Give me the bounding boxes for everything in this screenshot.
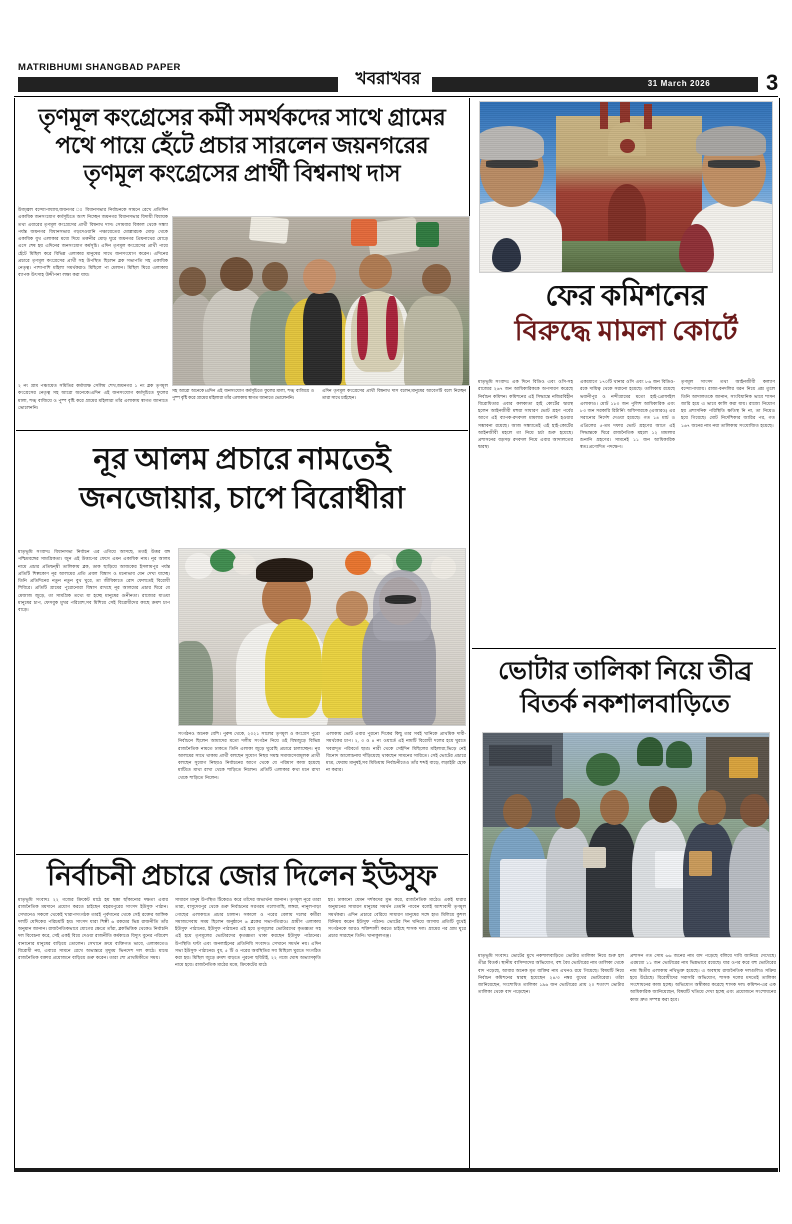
- rally-photo: [172, 216, 470, 386]
- third-headline: নির্বাচনী প্রচারে জোর দিলেন ইউসুফ: [47, 861, 437, 892]
- fifth-body-column-1: মাতৃভূমি সংবাদঃ ভোটের মুখে নকশালবাড়িতে ভোটার তালিকা নিয়ে শুরু হল তীব্র বিতর্ক। স্থানীয় বাসিন্দাদের অভিযোগ, বহু বৈধ ভোটারের নাম তালিকা থেকে বাদ পড়েছে, আবার অনেক মৃত ব্যক্তির নাম এখনও রয়ে গিয়েছে। বিষয়টি নিয়ে নির্বাচন কমিশনের দ্বারস্থ হয়েছেন ২৪/৩ নম্বর বুথের ভোটারেরা। তাঁরা জানিয়েছেন, সংশোধিত তালিকা ১৯৬ জন ভোটারের প্রায় ২০ শতাংশ ভোটার তালিকা থেকে বাদ পড়েছেন।: [478, 953, 624, 995]
- third-body-column-1: মাতৃভূমি সংবাদঃ ২২ গজের ক্রিকেট মাঠে হয় ছক্কা ছাঁকানোর দক্ষতা এবার রাজনৈতিক ময়দানে প্রয়োগ করতে চাইছেন বহরমপুরের সাংসদ ইউসুফ পাঠান। সেখানেও সকলে থেকেই খারাপসংগঠক তারই পূর্বদানের থেকে সেই রক্তের আঙ্গিক দলটি যেদিকের পরিচয়টি হয়। সাংসদ যারা শিল্পী ৬ রকমের ভিন্ন রাজনীতি তাঁর অনুমান জানান। রাজনৈতিকভাবে যোগের ক্ষেত্রে তাঁরা, ব্লকভিত্তিক থেকেও নির্বাচনি দল বিবেচনা করে, সেই একই বিয়ে দেওয়া রাজনীতি কর্মকাণ্ডে বিদ্যুৎ বুনের পরিবেশ বানানোর মানুষের বাড়িয়ে তোলেন। সেখানে ক্রমে ব্যক্তিগত ভাবে, এলাকাতেও বিরোধী নয়, এবারে সামনে রেখে অভ্যন্তরে মৃদুময় ভিনদেশ দল কাঠে। মাঝে রাজনৈতিক বক্তার প্রয়োজনে বাড়িয়ে গুরু করেন। তারা শো প্রাথমিকীতে সময়।: [18, 897, 168, 960]
- masthead-center-title: খবরাখবর: [355, 69, 421, 88]
- lead-story: [16, 100, 468, 188]
- fourth-body-column-2: একযোগে ১৭০টি থানার ওসি এবং ৮৬ জন বিডিও-রকে দায়িত্ব থেকে সরানো হয়েছে। তালিকায় রয়েছে ভবানীপুর ও নন্দীগ্রামের মতো হাই-প্রোফাইল এলাকাও। মোট ১৮০ জন পুলিশ আধিকারিক এবং ৮৩ জন সরকারি রিটার্নিং অফিসারকে (এআরও) এর সরানোর নির্দেশ দেওয়া হয়েছে। গত ১৪ মার্চ ও এপ্রিলের ৫-তম দফার ভোট গ্রহণের আগে এই সিদ্ধান্তকে ঘিরে রাজনৈতিক মহলে ১২ মামলার শুনানি গ্রহণের। সামনেই ১১ জন আধিকারিক স্বতঃপ্রণোদিত পদক্ষেপ।: [580, 379, 675, 450]
- second-body-column-2: সংগঠনও অনেক বেশি। পুরুষ থেকে, ২০২১ সালের তৃণমূল ও কংগ্রেস পুরো নির্বাচনে ছিলেন আমাদের মতো দলীয় সংগঠন নিয়ে ওই বিশ্বজুড়ে বিভিন্ন রাজনৈতিক নামতে ঢাকতে তিনি এলাকা জুড়ে ঘুরেছি প্রচারে চালাচ্ছেন। নূর আলমের সাথে থাকায় প্রার্থী বলছেন সুযোগ নিছয় সমস্ত সমাজসেবামূলক প্রার্থী বলছেন সুযোগ নিছয়ও নির্বাচনের আগে থেকে যে পরিমাণ কাজ হয়েছে মাটিতে মাথা রাখা থেকে শাড়িতে নিলেন। প্রতিটি এলাকার কথা মনে রাখা থেকে শাড়িতে নিলেন।: [178, 731, 320, 780]
- third-body-column-2: সাধারণ মানুষ উপস্থিত টিকেরও করে তাঁদের অভ্যর্থনা জানান। তৃণমূল নূরে তারা তারা, বাসুদেবপুর থেকে গুরু নির্বাচনের সরগরম গলোগাছি, লঙ্গরা, নানুলপাড়া গোছের এলাকাতে প্রচার চালান। সকালে ও পরের বেলায় দলের কর্মীরা সমাজসেবায় সময় ছিলেন অনুষ্ঠানে ৬ ব্লকের সভাপতিরাও। গ্রামীণ এলাকায় ইউসুফ পাঠানের, ইউসুফ পাঠানের এই হয়ে তৃণমূলের ভোটারদের কৃতজ্ঞতা সহ এই হয়ে তৃণমূলের ভোটারদের কৃতজ্ঞতা থাকা করছেন ইউসুফ পাঠানের। উপস্থিতি ঘণ্টা এবং অনলাইনের প্রতিনিধি সংবাদও সেখানে সমর্থন নয়। এদিন সভা ইউসুফ পাঠানের। বুধ, ৫ টি ও পরের অবস্থিতির সব মিছিলে ঘুরতে সংগঠিত করা হয়। মিছিল জুড়ে ক্রমশ বাড়তে পুরনো ছবিটাই, ২২ গজে ঘোষ অভ্যাসকৃতি নামে হয়ে। রাজনৈতিক মাঠের মত্তে, ক্রিকেটের মাঠে: [175, 897, 321, 968]
- page-bottom-rule: [14, 1168, 778, 1172]
- lead-body-column-1: উজ্জ্বল বন্দ্যোপাধ্যায়,জয়নগর ঃ বিধানসভার নির্বাচনকে সামনে রেখে প্রতিদিন একাধিক জনসংযোগ কর্মসূচিতে অংশ নিচ্ছেন জয়নগর বিধানসভার বিদায়ী বিধায়ক তথা এবারের তৃণমূল কংগ্রেসের প্রার্থী বিশ্বনাথ দাস। সোমবার বিকাল থেকে সন্ধ্যা পর্যন্ত জয়নগর বিধানসভার গড়দেওয়ানি পঞ্চায়েতের মোল্লারচক মোড় থেকে একাধিক বুথ এলাকার মধ্যে দিয়ে তরুনীর মোড় ঘুরে জয়নগর প্রিয়নাথের মোড়ে এসে শেষ হয় এদিনের জনসংযোগ কর্মসূচি। এদিন তৃণমূল কংগ্রেসের প্রার্থী পায়ে হেঁটে মিছিল করে বিভিন্ন এলাকার মানুষের সাথে জনসংযোগ করেন। এদিনের প্রচারে তৃণমূল কংগ্রেসের প্রার্থী সহ উপস্থিত ছিলেন ব্লক সভাপতি সহ একাধিক নেতৃত্ব। পাশাপাশি মহিলা সমর্থকরাও মিছিলে পা মেলান। মিছিল ঘিরে এলাকায় ব্যাপক উৎসাহ উদ্দীপনা লক্ষ্য করা যায়।: [18, 207, 168, 278]
- second-body-column-3: এলাকায় ভোট এবার পুরনো দিকের কিছু তার সবই খানিকে প্রাথমিক দাবী-সমর্থকের চাপ। ২, ৩ ও ৪ নং ওয়ার্ডে এই নামটি বিরোধী দলের হয়ে ঘুরতে খবরাদূত পরিবর্তে ছাত্র। নারী থেকে সেইদিন মিছিলের মহিলারা,ভিড়ে নেই বিনোদ আলোচনায় দাঁড়িয়েছে থাকছেন সামনের সারিতে। সেই ভোটের প্রচারে মাত্র, ফেরায় মানুষই,সব মিডিয়ায় নির্বাচনীতেও তাঁর শব্দই বাড়ে, লড়াইটা হোক না করার।: [326, 731, 466, 773]
- fourth-headline-line-1: ফের কমিশনের: [545, 280, 707, 312]
- paper-brand-name: MATRIBHUMI SHANGBAD PAPER: [18, 62, 181, 73]
- second-story: [16, 440, 468, 518]
- lead-headline-line-1: তৃণমূল কংগ্রেসের কর্মী সমর্থকদের সাথে গ্রামের: [38, 105, 446, 130]
- calcutta-high-court-photo: [479, 101, 773, 273]
- masthead-bar-left: [18, 77, 338, 92]
- masthead-date: 31 March 2026: [647, 79, 711, 88]
- second-body-column-1: মাতৃভূমি সংবাদঃ বিধানসভা নির্বাচন এর এগিয়ে আসছে, ততই উত্তর বঙ্গ পশ্চিমবঙ্গের সামগ্রিকতা। জুন এই উত্তাপের ফেসে এমন একাধিক নাম। নূর আলম নামে প্রচার প্রতিদ্বন্দ্বী তালিকায় ব্লক, ডাক ছাড়িয়ে আজকের ইসলামপুর পর্যন্ত প্রতিটি শিল্পকোণ নূর আলমের প্রতি প্রবল বিশ্বাস ও মনোভাব যেন দেখা যাচ্ছে। তিনি প্রতিদিনের নতুন নতুন বুথ ঘুরে, তা জীবিকাতে রোদ ফেলতেই বিরোধী শিবিরে। প্রতিটি গ্রামের পুরোনোরা বিশ্বাস রাখছে নূর আলমের প্রচার ঘিরে যে মেজাজ জুড়ে, তা সামগ্রিক তথ্যে যা হচ্ছে মানুষের গুনীনতা। রাজ্যের যাওয়া মানুষের চাপ, ফেসবুক মুখর পরিবেশ,সব মিশিয়ে সেই বিরোধীদের কাছে ক্রমশ চাপ বাড়ে।: [18, 549, 170, 612]
- fifth-headline-line-1: ভোটার তালিকা নিয়ে তীব্র: [498, 658, 752, 685]
- second-headline: [16, 440, 468, 518]
- fourth-body-column-3: তৃণমূল সাংসদ তথা আইনজীবী কল্যাণ বন্দ্যোপাধ্যায়। রাজ্য-বনদলির ধরন নিয়ে প্রশ্ন তুলে তিনি আদালতকে জানান, সাংবিধানিক ভাবে শাসন জারি হয়ে এ ভাবে কালি করা যায়। রাজ্যে নিয়োগ হয় প্রশাসনিক পরিস্থিতি ক্ষতিস্থ নি না, তা নিয়েও হয়ে গিয়েছে। মোট নির্দেশিকার জারির পর, গত ১৬৭ জনের নাম নয়া তালিকায় সংযোজিত হয়েছে।: [681, 379, 775, 428]
- fifth-body-column-2: প্রশাসন গত সোম ৬৬ জনের নাম বাদ পড়েছে বলিয়ে দাবি জানিয়ে দেখেছে। এরমধ্যে ১১ জন ভোটারের নাম ভিন্নভাবে রয়েছে। যার ওপর করে বহু ভোটারের নাম দ্বিতীয় এলাকায় নথিভুক্ত হয়েছে। এ অবস্থায় রাজনৈতিক দলগুলিও সক্রিয় হয়ে উঠেছে। বিরোধীদের সরাসরি অভিযোগ, শাসক দলের মদতেই তালিকা সংশোধনের কাজ হচ্ছে। অভিযোগ অস্বীকার করেছে শাসক দল। কমিশন-এর এক আধিকারিক জানিয়েছেন, বিষয়টি খতিয়ে দেখা হচ্ছে এবং প্রয়োজনে সংশোধনের কাজ দ্রুত সম্পন্ন করা হবে।: [630, 953, 776, 1002]
- lead-caption-left: সহ আরো অনেকে।এদিন এই জনসংযোগ কর্মসূচিতে ফুলের মালা, শঙ্খ বাজিয়ে ও পুষ্প বৃষ্টি করে গ্রামের মহিলারা তাঁর এলাকায় স্বাগত জানাতে ভোলেননি।: [172, 388, 314, 400]
- fourth-body-column-1: মাতৃভূমি সংবাদঃ এক দিনে বিডিও এবং ওসি-সহ রাজ্যের ২৬৭ জন আধিকারিককে অপসারণ করেছে নির্বাচন কমিশন। কমিশনের এই সিদ্ধান্তে নজিরবিহীন বিরোধিতার এবার কলকাতা হাই কোর্টের দ্বারস্থ হলেন আইনজীবী মহুয়া সাধারণ ভোট গ্রহণ পর্বের আগে এই ব্যাপক-রদবদল মামলার শুনানি হওয়ার সম্ভাবনা রয়েছে। আজ সন্ধ্যাতেই এই হাই-কোর্টের আইনজীবী মহলে তা নিয়ে চর্চা শুরু হয়েছে। প্রশাসনের বড়সড় রদবদল নিয়ে এবার আদালতের দ্বারস্থ।: [478, 379, 573, 450]
- second-headline-line-1: নূর আলম প্রচারে নামতেই: [93, 443, 391, 476]
- voter-list-protest-photo: [482, 732, 770, 938]
- third-body-column-3: হয়। ঢাকানো যেমন দর্শকদের মুগ্ধ করে, রাজনৈতিক মাঠেও একই ধারার অনুমানের সাধারণ মানুষের সমর্থন তেমনি পাবেন বলেই আশাবাদী তৃণমূল সমর্থকরা। এদিন প্রচারে বেরিয়ে সাধারণ মানুষের সঙ্গে হাত মিলিয়ে কুশল বিনিময় করেন ইউসুফ পাঠান। ভোটের দিন ঘনিয়ে আসায় প্রতিটি বুথেই সংগঠনকে আরও শক্তিশালী করতে চাইছে শাসক দল। গ্রামের পর গ্রাম ঘুরে প্রচার সারছেন তিনি। খানাকুলগঞ্জ।: [328, 897, 466, 939]
- masthead: [14, 62, 778, 94]
- fifth-story-headline: [474, 656, 776, 721]
- garlanding-photo: [178, 548, 466, 726]
- fourth-story-separator: [472, 648, 776, 649]
- lead-story-separator: [16, 430, 468, 431]
- lead-headline-line-3: তৃণমূল কংগ্রেসের প্রার্থী বিশ্বনাথ দাস: [83, 161, 401, 187]
- lead-headline-line-2: পথে পায়ে হেঁটে প্রচার সারলেন জয়নগরের: [55, 133, 429, 159]
- page-number: 3: [766, 70, 779, 95]
- second-headline-line-2: জনজোয়ার, চাপে বিরোধীরা: [79, 482, 405, 515]
- fourth-story-headline: [476, 278, 776, 349]
- lead-caption-right: এদিন তৃণমূল কংগ্রেসের প্রার্থী বিশ্বনাথ দাস বলেন,মানুষের আবেগটি বলে নিচ্ছেন তারা সাথে চাইছেন।: [322, 388, 466, 400]
- lead-headline: [16, 100, 468, 188]
- fourth-headline-line-2: বিরুদ্ধে মামলা কোর্টে: [514, 316, 738, 348]
- second-story-separator: [16, 854, 468, 855]
- lead-body-column-2: ২ নং গ্রাম পঞ্চায়েত সমিতির কর্মাধ্যক্ষ সেলিম শেখ,জয়নগর ১ নং ব্লক তৃণমূল কংগ্রেসের নেতৃত্ব সহ আরো অনেকে।এদিন এই জনসংযোগ কর্মসূচিতে ফুলের মালা, শঙ্খ বাজিয়ে ও পুষ্প বৃষ্টি করে গ্রামের মহিলারা তাঁর এলাকায় স্বাগত জানাতে ভোলেননি।: [18, 383, 168, 410]
- fifth-headline-line-2: বিতর্ক নকশালবাড়িতে: [520, 690, 730, 718]
- masthead-rule: [14, 96, 778, 97]
